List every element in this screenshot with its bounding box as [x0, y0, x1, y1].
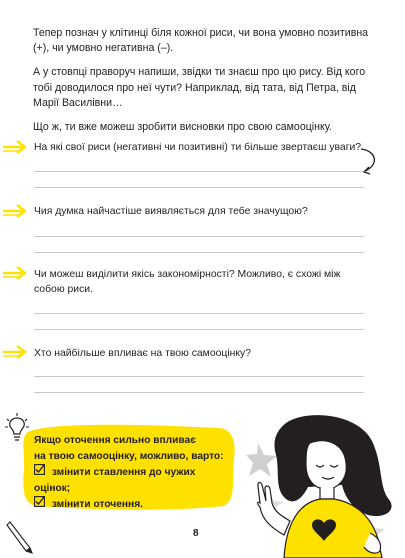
arrow-icon [3, 265, 31, 281]
answer-line[interactable] [34, 171, 364, 172]
callout-line-1: Якщо оточення сильно впливає [34, 435, 196, 446]
intro-paragraph-2: А у стовпці праворуч напиши, звідки ти знаєш про цю рису. Від кого тобі доводилося про неї чути? Наприклад, від тата, від Петра, від Марії Василівни… [33, 66, 366, 109]
callout-option-1-label: змінити ставлення до чужих оцінок; [34, 467, 196, 494]
arrow-icon [3, 203, 31, 219]
callout-line-2: на твою самооцінку, можливо, варто: [34, 450, 224, 462]
answer-line[interactable] [34, 329, 364, 330]
callout-text [34, 433, 234, 513]
question-4: Хто найбільше впливає на твою самооцінку? [34, 348, 252, 359]
callout-option-1 [34, 464, 234, 496]
checkbox-checked-icon[interactable] [34, 464, 45, 475]
intro-text [33, 26, 373, 144]
question-2: Чия думка найчастіше виявляється для тебе значущою? [34, 206, 308, 217]
answer-line[interactable] [34, 376, 364, 377]
answer-line[interactable] [34, 252, 364, 253]
intro-paragraph-1: Тепер познач у клітинці біля кожної риси, чи вона умовно позитивна (+), чи умовно негативна (–). [33, 27, 369, 55]
answer-line[interactable] [34, 392, 364, 393]
question-3: Чи можеш виділити якісь закономірності? Можливо, є схожі між собою риси. [34, 269, 341, 295]
page-number: 8 [193, 528, 199, 539]
pencil-icon [6, 520, 36, 554]
arrow-icon [3, 344, 31, 360]
callout-option-2 [34, 496, 234, 513]
answer-line[interactable] [34, 187, 364, 188]
question-1: На які свої риси (негативні чи позитивні) ти більше звертаєш уваги? [34, 142, 362, 153]
answer-line[interactable] [34, 313, 364, 314]
girl-illustration [246, 415, 402, 558]
answer-line[interactable] [34, 236, 364, 237]
star-icon [246, 443, 277, 477]
intro-paragraph-3: Що ж, ти вже можеш зробити висновки про свою самооцінку. [33, 121, 332, 134]
arrow-icon [3, 139, 31, 155]
checkbox-checked-icon[interactable] [34, 496, 45, 507]
callout-option-2-label: змінити оточення. [51, 499, 143, 510]
curved-arrow-icon [357, 147, 381, 177]
